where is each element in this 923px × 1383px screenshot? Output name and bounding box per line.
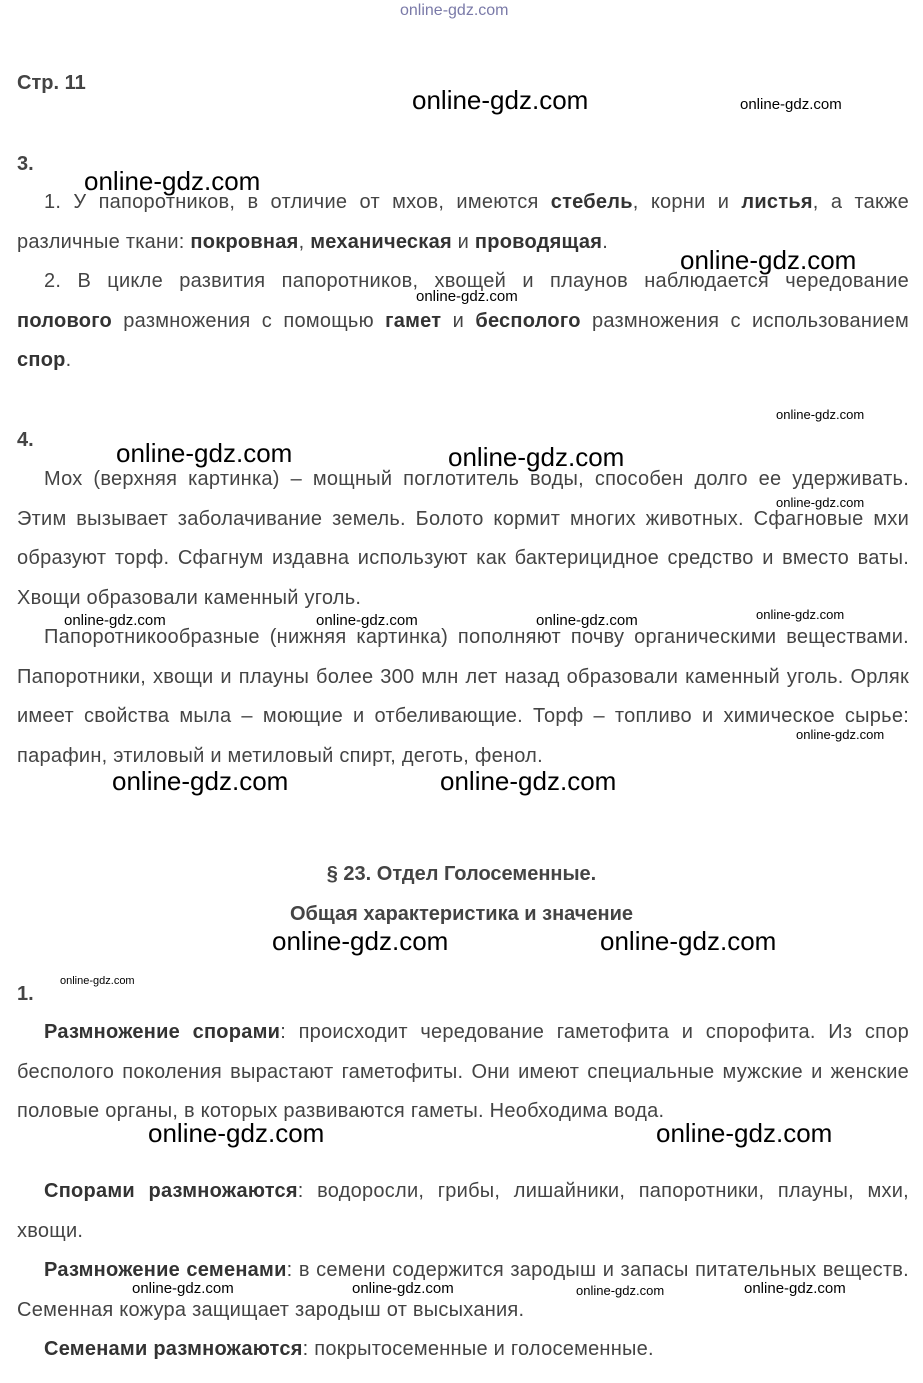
watermark: online-gdz.com — [272, 926, 449, 956]
watermark: online-gdz.com — [656, 1118, 833, 1148]
question-4-number: 4. — [17, 429, 34, 451]
watermark: online-gdz.com — [84, 166, 261, 196]
watermark: online-gdz.com — [412, 85, 589, 115]
question-1-paragraph-4: Семенами размножаются: покрытосеменные и голосеменные. — [44, 1338, 654, 1360]
page-label: Стр. 11 — [17, 72, 86, 94]
watermark: online-gdz.com — [352, 1280, 454, 1297]
watermark: online-gdz.com — [600, 926, 777, 956]
watermark: online-gdz.com — [316, 612, 418, 629]
question-3-paragraph-1: 1. У папоротников, в отличие от мхов, имеются стебель, корни и листья, а также различные ткани: покровная, механическая и проводящая. — [17, 191, 910, 253]
watermark: online-gdz.com — [756, 607, 845, 622]
question-4-paragraph-1: Мох (верхняя картинка) – мощный поглотитель воды, способен долго ее удерживать. Этим вызывает заболачивание земель. Болото кормит многих животных. Сфагновые мхи образуют торф. Сфагнум издавна используют как бактерицидное средство и вместо ваты. Хвощи образовали каменный уголь. — [17, 468, 909, 609]
watermark: online-gdz.com — [740, 96, 842, 113]
watermark: online-gdz.com — [536, 612, 638, 629]
watermark: online-gdz.com — [448, 442, 625, 472]
section-title: § 23. Отдел Голосеменные. — [326, 863, 597, 885]
watermark: online-gdz.com — [440, 766, 617, 796]
watermark: online-gdz.com — [796, 727, 885, 742]
question-1-paragraph-3: Размножение семенами: в семени содержится зародыш и запасы питательных веществ. Семенная кожура защищает зародыш от высыхания. — [17, 1259, 909, 1321]
watermark: online-gdz.com — [576, 1283, 665, 1298]
question-3-paragraph-2: 2. В цикле развития папоротников, хвощей и плаунов наблюдается чередование полового размножения с помощью гамет и бесполого размножения с использованием спор. — [17, 270, 909, 371]
question-4-paragraph-2: Папоротникообразные (нижняя картинка) пополняют почву органическими веществами. Папоротники, хвощи и плауны более 300 млн лет назад образовали каменный уголь. Орляк имеет свойства мыла – моющие и отбеливающие. Торф – топливо и химическое сырье: парафин, этиловый и метиловый спирт, деготь, фенол. — [17, 626, 909, 767]
watermark: online-gdz.com — [680, 245, 857, 275]
question-1-number: 1. — [17, 983, 34, 1005]
watermark: online-gdz.com — [116, 438, 293, 468]
watermark: online-gdz.com — [60, 975, 135, 987]
watermark: online-gdz.com — [148, 1118, 325, 1148]
question-1-paragraph-1: Размножение спорами: происходит чередование гаметофита и спорофита. Из спор бесполого поколения вырастают гаметофиты. Они имеют специальные мужские и женские половые органы, в которых развиваются гаметы. Необходима вода. — [17, 1021, 909, 1122]
watermark: online-gdz.com — [112, 766, 289, 796]
watermark: online-gdz.com — [64, 612, 166, 629]
watermark: online-gdz.com — [400, 2, 509, 19]
watermark: online-gdz.com — [744, 1280, 846, 1297]
watermark: online-gdz.com — [132, 1280, 234, 1297]
watermark: online-gdz.com — [776, 407, 865, 422]
question-1-paragraph-2: Спорами размножаются: водоросли, грибы, лишайники, папоротники, плауны, мхи, хвощи. — [17, 1180, 909, 1242]
question-3-number: 3. — [17, 153, 34, 175]
watermark: online-gdz.com — [416, 288, 518, 305]
watermark: online-gdz.com — [776, 495, 865, 510]
section-subtitle: Общая характеристика и значение — [289, 903, 634, 925]
